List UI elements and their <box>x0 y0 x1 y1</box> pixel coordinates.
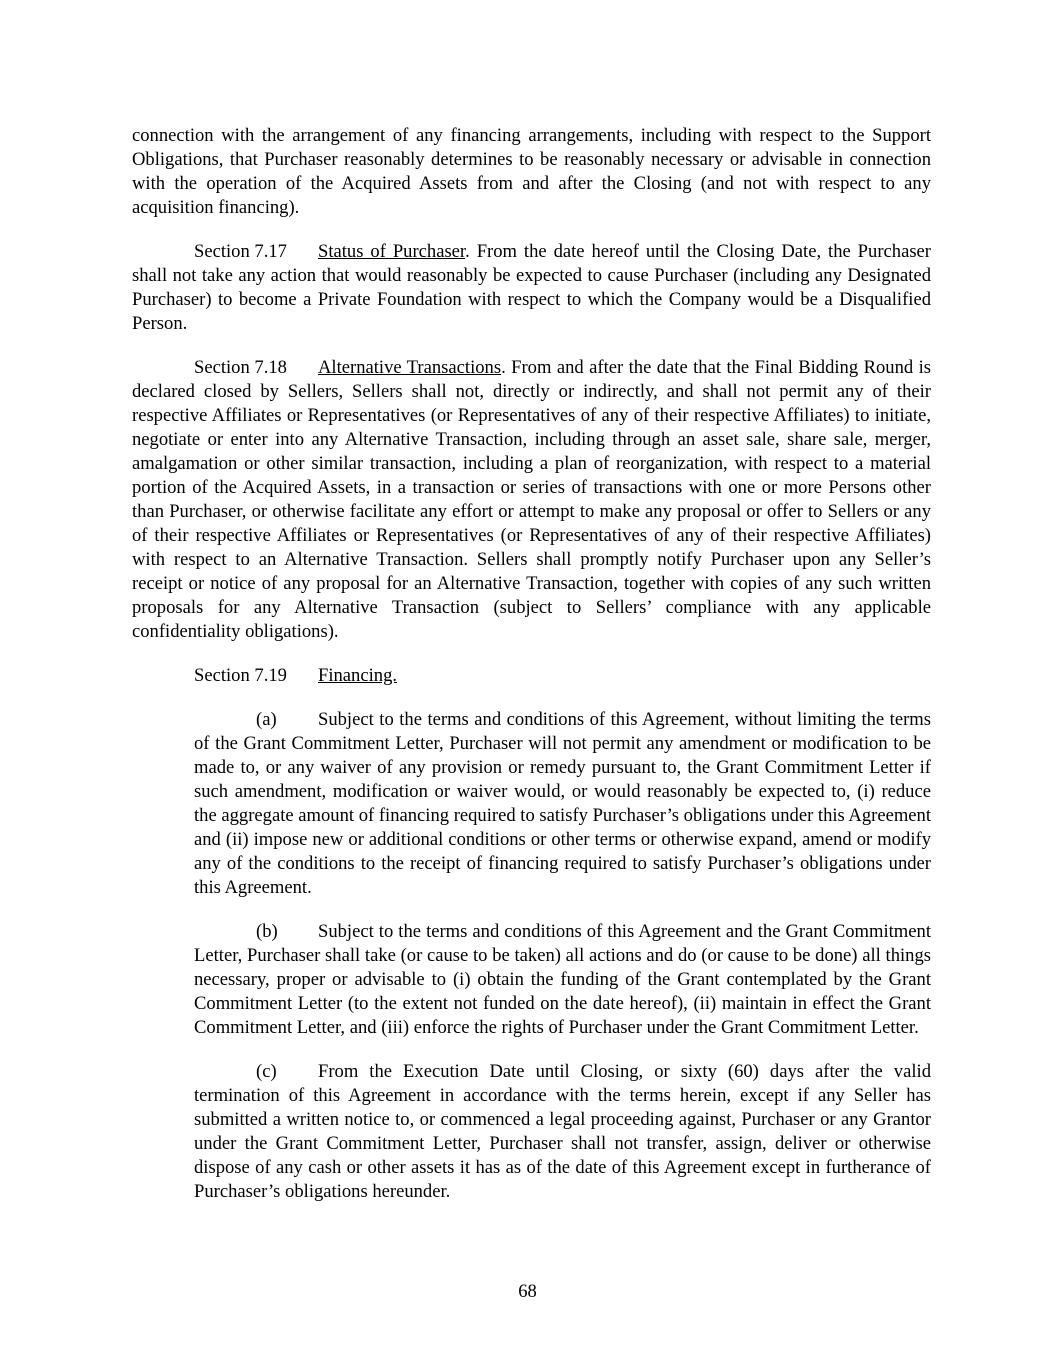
section-7-19-b-label: (b) <box>256 921 278 942</box>
section-7-19-c-label: (c) <box>256 1061 277 1082</box>
section-7-17-number: Section 7.17 <box>194 241 287 262</box>
section-7-19-c-paragraph <box>194 1060 931 1204</box>
section-7-17-text: . From the date hereof until the Closing Date, the Purchaser shall not take any action that would reasonably be expected to cause Purchaser (including any Designated Purchaser) to become a Private Foundation with respect to which the Company would be a Disqualified Person. <box>132 241 931 334</box>
continuation-paragraph: connection with the arrangement of any financing arrangements, including with respect to the Support Obligations, that Purchaser reasonably determines to be reasonably necessary or advisable in connection with the operation of the Acquired Assets from and after the Closing (and not with respect to any acquisition financing). <box>132 125 931 218</box>
section-7-19-a-paragraph <box>194 708 931 900</box>
section-7-17-title: Status of Purchaser <box>318 241 466 262</box>
section-7-18-title: Alternative Transactions <box>318 357 502 378</box>
section-7-19-title: Financing. <box>318 665 398 686</box>
section-7-18-number: Section 7.18 <box>194 357 287 378</box>
section-7-19-b-paragraph <box>194 920 931 1040</box>
section-7-17-paragraph <box>132 240 931 336</box>
section-7-19-heading <box>132 664 931 688</box>
section-7-18-text: . From and after the date that the Final Bidding Round is declared closed by Sellers, Sellers shall not, directly or indirectly, and shall not permit any of their respective Affiliates or Representatives (or Representatives of any of their respective Affiliates) to initiate, negotiate or enter into any Alternative Transaction, including through an asset sale, share sale, merger, amalgamation or other similar transaction, including a plan of reorganization, with respect to a material portion of the Acquired Assets, in a transaction or series of transactions with one or more Persons other than Purchaser, or otherwise facilitate any effort or attempt to make any proposal or offer to Sellers or any of their respective Affiliates or Representatives (or Representatives of any of their respective Affiliates) with respect to an Alternative Transaction. Sellers shall promptly notify Purchaser upon any Seller’s receipt or notice of any proposal for an Alternative Transaction, together with copies of any such written proposals for any Alternative Transaction (subject to Sellers’ compliance with any applicable confidentiality obligations). <box>132 357 931 642</box>
section-7-19-c-text: From the Execution Date until Closing, or sixty (60) days after the valid termination of this Agreement in accordance with the terms herein, except if any Seller has submitted a written notice to, or commenced a legal proceeding against, Purchaser or any Grantor under the Grant Commitment Letter, Purchaser shall not transfer, assign, deliver or otherwise dispose of any cash or other assets it has as of the date of this Agreement except in furtherance of Purchaser’s obligations hereunder. <box>194 1061 931 1202</box>
document-page <box>132 124 931 1204</box>
section-7-18-paragraph <box>132 356 931 644</box>
section-7-19-a-label: (a) <box>256 709 277 730</box>
page-number: 68 <box>518 1281 537 1302</box>
section-7-19-a-text: Subject to the terms and conditions of this Agreement, without limiting the terms of the Grant Commitment Letter, Purchaser will not permit any amendment or modification to be made to, or any waiver of any provision or remedy pursuant to, the Grant Commitment Letter if such amendment, modification or waiver would, or would reasonably be expected to, (i) reduce the aggregate amount of financing required to satisfy Purchaser’s obligations under this Agreement and (ii) impose new or additional conditions or other terms or otherwise expand, amend or modify any of the conditions to the receipt of financing required to satisfy Purchaser’s obligations under this Agreement. <box>194 709 932 898</box>
section-7-19-number: Section 7.19 <box>194 665 287 686</box>
section-7-19-b-text: Subject to the terms and conditions of this Agreement and the Grant Commitment Letter, Purchaser shall take (or cause to be taken) all actions and do (or cause to be done) all things necessary, proper or advisable to (i) obtain the funding of the Grant contemplated by the Grant Commitment Letter (to the extent not funded on the date hereof), (ii) maintain in effect the Grant Commitment Letter, and (iii) enforce the rights of Purchaser under the Grant Commitment Letter. <box>194 921 931 1038</box>
